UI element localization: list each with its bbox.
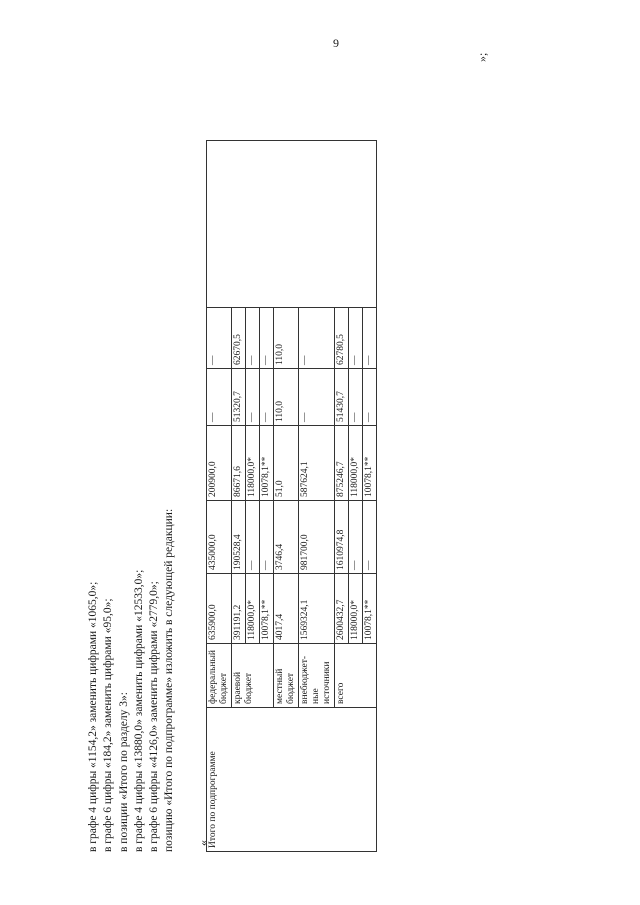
value-cell: 2600432,7 <box>335 574 349 644</box>
value-cell: 86671,6 <box>232 426 246 501</box>
value-cell: 118000,0* <box>349 426 363 501</box>
value-cell: — <box>246 501 260 574</box>
value-cell: 1610974,8 <box>335 501 349 574</box>
value-cell: — <box>207 308 232 369</box>
source-cell: краевой бюджет <box>232 644 274 708</box>
value-cell: — <box>349 369 363 426</box>
page-number: 9 <box>333 36 339 50</box>
table-row <box>207 141 232 852</box>
value-cell: — <box>260 369 274 426</box>
value-cell: 118000,0* <box>246 426 260 501</box>
closing-quote: »; <box>475 52 489 62</box>
instruction-line: в графе 4 цифры «1154,2» заменить цифрами «1065,0»; <box>87 581 99 852</box>
instruction-line: позицию «Итого по подпрограмме» изложить в следующей редакции: <box>163 508 176 852</box>
value-cell: 62670,5 <box>232 308 246 369</box>
opening-quote: « <box>196 840 210 846</box>
rotated-content <box>86 62 486 852</box>
value-cell: — <box>260 501 274 574</box>
value-cell: 435000,0 <box>207 501 232 574</box>
value-cell: 10078,1** <box>260 426 274 501</box>
value-cell: 635900,0 <box>207 574 232 644</box>
value-cell: 200900,0 <box>207 426 232 501</box>
value-cell: — <box>363 308 377 369</box>
value-cell: 3746,4 <box>274 501 299 574</box>
value-cell: 110,0 <box>274 369 299 426</box>
value-cell: 4017,4 <box>274 574 299 644</box>
value-cell: — <box>207 369 232 426</box>
value-cell: 51,0 <box>274 426 299 501</box>
source-cell: внебюджет-ные источники <box>299 644 335 708</box>
value-cell: — <box>349 308 363 369</box>
value-cell: 10078,1** <box>260 574 274 644</box>
value-cell: — <box>363 501 377 574</box>
instruction-line: в графе 6 цифры «184,2» заменить цифрами «95,0»; <box>102 598 115 852</box>
value-cell: 875246,7 <box>335 426 349 501</box>
value-cell: 190528,4 <box>232 501 246 574</box>
instruction-list <box>86 62 178 852</box>
value-cell: 587624,1 <box>299 426 335 501</box>
value-cell: — <box>349 501 363 574</box>
value-cell: 51320,7 <box>232 369 246 426</box>
instruction-line: в графе 4 цифры «13880,0» заменить цифрами «12533,0»; <box>132 569 145 852</box>
empty-cell <box>207 141 377 308</box>
value-cell: — <box>299 308 335 369</box>
value-cell: 110,0 <box>274 308 299 369</box>
value-cell: 118000,0* <box>349 574 363 644</box>
instruction-line: в графе 6 цифры «4126,0» заменить цифрами «2779,0»; <box>148 581 161 852</box>
value-cell: 10078,1** <box>363 426 377 501</box>
value-cell: 1569324,1 <box>299 574 335 644</box>
source-cell: местный бюджет <box>274 644 299 708</box>
value-cell: 62780,5 <box>335 308 349 369</box>
value-cell: — <box>260 308 274 369</box>
table-title-cell: Итого по подпрограмме <box>207 708 377 852</box>
instruction-line: в позиции «Итого по разделу 3»: <box>117 692 130 852</box>
source-cell: федеральный бюджет <box>207 644 232 708</box>
value-cell: 391191,2 <box>232 574 246 644</box>
source-cell: всего <box>335 644 377 708</box>
value-cell: 981700,0 <box>299 501 335 574</box>
value-cell: 10078,1** <box>363 574 377 644</box>
value-cell: 118000,0* <box>246 574 260 644</box>
value-cell: — <box>299 369 335 426</box>
value-cell: — <box>363 369 377 426</box>
value-cell: — <box>246 369 260 426</box>
value-cell: 51430,7 <box>335 369 349 426</box>
value-cell: — <box>246 308 260 369</box>
subprogram-total-table <box>206 140 377 852</box>
